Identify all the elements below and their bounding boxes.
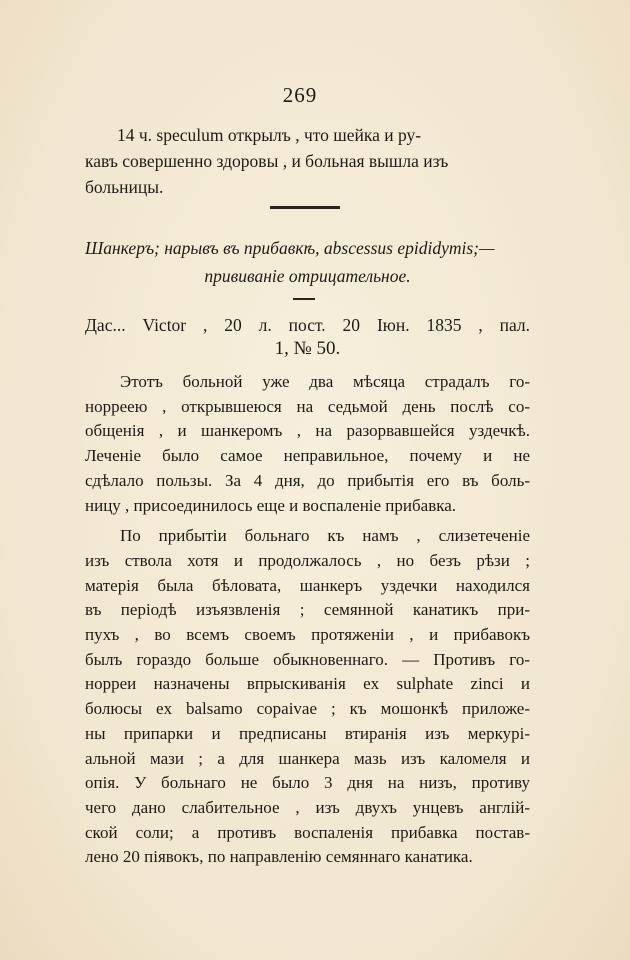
case-info bbox=[85, 313, 530, 361]
paragraph-1 bbox=[85, 122, 530, 200]
case-body bbox=[85, 370, 530, 870]
text-line: ны припарки и предписаны втиранія изъ меркурі- bbox=[85, 723, 530, 743]
text-line: изъ ствола хотя и продолжалось , но безъ рѣзи ; bbox=[85, 550, 530, 570]
text-line: По прибытіи больнаго къ намъ , слизетеченіе bbox=[120, 526, 530, 546]
heading-line: Шанкеръ; нарывъ въ прибавкѣ, abscessus epididymis;— bbox=[85, 238, 495, 258]
case-line: Дас... Victor , 20 л. пост. 20 Іюн. 1835 , пал. bbox=[85, 315, 530, 335]
text-line: кавъ совершенно здоровы , и больная вышла изъ bbox=[85, 151, 449, 171]
text-line: чего дано слабительное , изъ двухъ унцевъ англій- bbox=[85, 797, 530, 817]
text-line: матерія была бѣловата, шанкеръ уздечки находился bbox=[85, 575, 530, 595]
text-line: лено 20 піявокъ, по направленію семяннаго канатика. bbox=[85, 847, 473, 867]
text-line: сдѣлало пользы. За 4 дня, до прибытія его въ боль- bbox=[85, 470, 530, 490]
section-rule bbox=[270, 206, 340, 209]
text-line: общенія , и шанкеромъ , на разорвавшейся уздечкѣ. bbox=[85, 421, 530, 441]
heading-line: прививаніе отрицательное. bbox=[204, 266, 411, 286]
case-line: 1, № 50. bbox=[274, 338, 341, 359]
text-line: норреи назначены впрыскиванія ex sulphate zinci и bbox=[85, 674, 530, 694]
text-line: опія. У больнаго не было 3 дня на низъ, противу bbox=[85, 773, 530, 793]
text-line: ской соли; а противъ воспаленія прибавка постав- bbox=[85, 822, 530, 842]
page-number: 269 bbox=[282, 83, 318, 107]
text-line: больницы. bbox=[85, 177, 164, 197]
text-line: ницу , присоединилось еще и воспаленіе прибавка. bbox=[85, 495, 457, 515]
text-line: въ періодѣ изъязвленія ; семянной канатикъ при- bbox=[85, 600, 530, 620]
text-line: былъ гораздо больше обыкновеннаго. — Противъ го- bbox=[85, 649, 530, 669]
text-line: болюсы ex balsamo copaivae ; къ мошонкѣ приложе- bbox=[85, 699, 530, 719]
text-line: пухъ , во всемъ своемъ протяженіи , и прибавокъ bbox=[85, 625, 530, 645]
text-line: Леченіе было самое неправильное, почему и не bbox=[85, 446, 530, 466]
text-line: 14 ч. speculum открылъ , что шейка и ру- bbox=[117, 125, 422, 145]
text-line: Этотъ больной уже два мѣсяца страдалъ го- bbox=[120, 372, 530, 391]
text-line: норреею , открывшеюся на седьмой день послѣ со- bbox=[85, 396, 530, 416]
heading-dash bbox=[293, 298, 315, 300]
text-line: альной мази ; а для шанкера мазь изъ каломеля и bbox=[85, 748, 530, 768]
case-heading bbox=[85, 234, 530, 290]
